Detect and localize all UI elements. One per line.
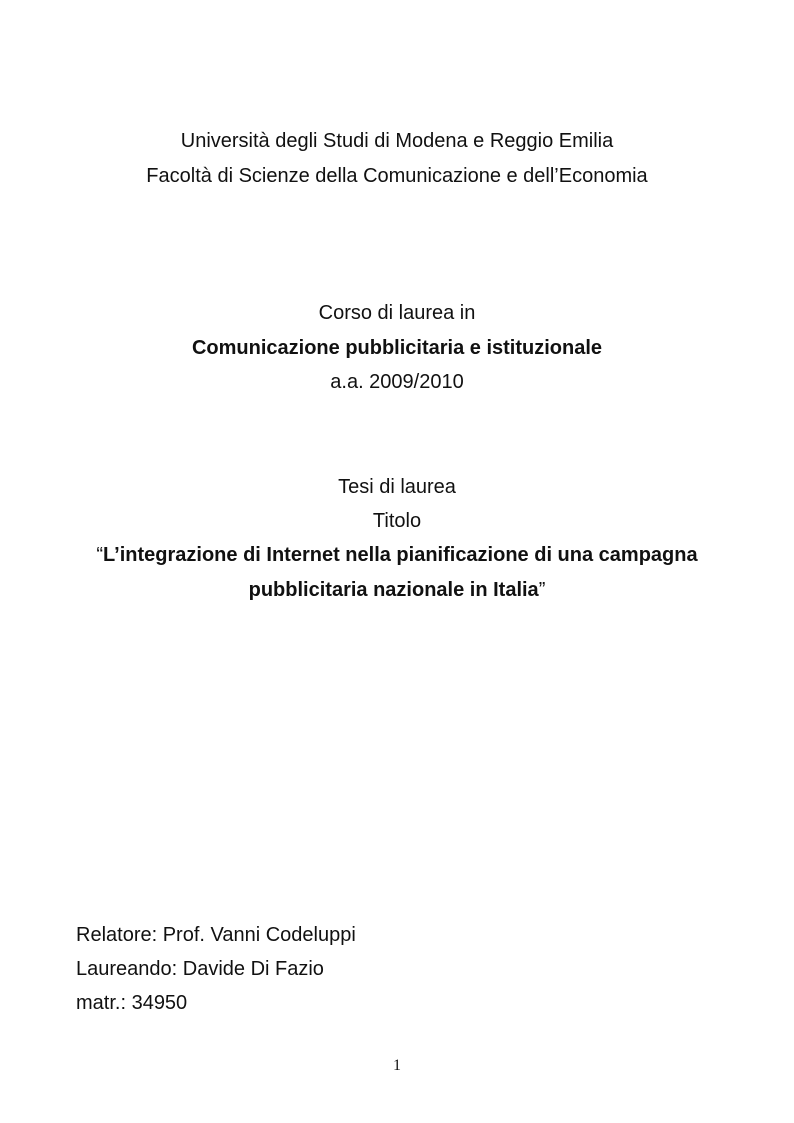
- matricola: matr.: 34950: [76, 992, 188, 1014]
- page-number: 1: [393, 1057, 401, 1074]
- close-quote: ”: [538, 579, 546, 601]
- thesis-title-line-2: [0, 577, 794, 603]
- university-name: Università degli Studi di Modena e Reggio Emilia: [180, 130, 614, 152]
- thesis-title-text-2: pubblicitaria nazionale in Italia: [248, 579, 539, 601]
- academic-year: a.a. 2009/2010: [330, 371, 464, 393]
- faculty-name: Facoltà di Scienze della Comunicazione e dell’Economia: [146, 165, 648, 187]
- course-name: Comunicazione pubblicitaria e istituzionale: [191, 337, 603, 359]
- relatore: Relatore: Prof. Vanni Codeluppi: [76, 924, 356, 946]
- thesis-label: Tesi di laurea: [338, 476, 456, 498]
- thesis-title-line-1: [0, 542, 794, 568]
- thesis-title-text-1: L’integrazione di Internet nella pianificazione di una campagna: [103, 544, 698, 566]
- thesis-title-label: Titolo: [372, 510, 422, 532]
- laureando: Laureando: Davide Di Fazio: [76, 958, 324, 980]
- course-intro: Corso di laurea in: [318, 302, 476, 324]
- open-quote: “: [96, 544, 104, 566]
